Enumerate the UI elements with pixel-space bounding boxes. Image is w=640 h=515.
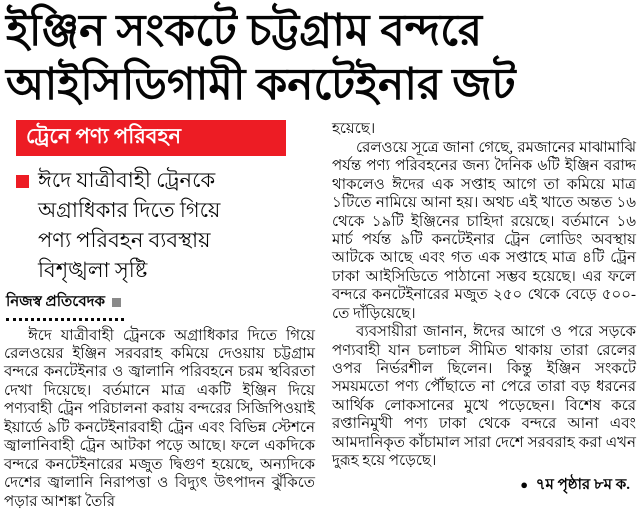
body-paragraph-2: রেলওয়ে সূত্রে জানা গেছে, রমজানের মাঝামাঝি পর্যন্ত পণ্য পরিবহনের জন্য দৈনিক ৬টি ইঞ্জিন বরাদ্দ থাকলেও ঈদের এক সপ্তাহ আগে তা কমিয়ে মাত্র ১টিতে নামিয়ে আনা হয়। অথচ এই খাতে অন্তত ১৬ থেকে ১৯টি ইঞ্জিনের চাহিদা রয়েছে। বর্তমানে ১৬ মার্চ পর্যন্ত ৯টি কনটেইনার ট্রেন লোডিং অবস্থায় আটকে আছে এবং গত এক সপ্তাহে মাত্র ৪টি ট্রেন ঢাকা আইসিডিতে পাঠানো সম্ভব হয়েছে। এর ফলে বন্দরে কনটেইনারের মজুত ২৫০ থেকে বেড়ে ৫০০-তে দাঁড়িয়েছে। [332,139,636,322]
article-columns [0,111,640,511]
continuation-bullet-icon: ● [520,476,529,492]
headline-line-2: আইসিডিগামী কনটেইনার জট [6,59,516,109]
page-continuation-note [332,473,636,498]
red-square-bullet-icon [16,175,29,188]
body-paragraph-continuation: হয়েছে। [332,121,376,138]
dotted-divider [6,318,124,321]
kicker-label: ট্রেনে পণ্য পরিবহন [26,124,182,149]
right-column [332,118,638,511]
byline-square-icon [112,298,121,307]
left-column [2,118,315,511]
byline-text: নিজস্ব প্রতিবেদক [6,293,106,310]
body-paragraph-3: ব্যবসায়ীরা জানান, ঈদের আগে ও পরে সড়কে পণ্যবাহী যান চলাচল সীমিত থাকায় তারা রেলের ওপর নির্ভরশীল ছিলেন। কিন্তু ইঞ্জিন সংকটে সময়মতো পণ্য পৌঁছাতে না পেরে তারা বড় ধরনের আর্থিক লোকসানের মুখে পড়েছেন। বিশেষ করে রপ্তানিমুখী পণ্য ঢাকা থেকে বন্দরে আনা এবং আমদানিকৃত কাঁচামাল সারা দেশে সরবরাহ করা এখন দুরূহ হয়ে পড়েছে। [332,324,636,470]
kicker-banner [16,120,286,156]
article-headline [0,0,640,111]
summary-bullet-item [16,166,246,285]
byline [6,290,315,315]
body-paragraph-left: ঈদে যাত্রীবাহী ট্রেনকে অগ্রাধিকার দিতে গিয়ে রেলওয়ের ইঞ্জিন সরবরাহ কমিয়ে দেওয়ায় চট্টগ্রাম বন্দরে কনটেইনার ও জ্বালানি পরিবহনে চরম স্থবিরতা দেখা দিয়েছে। বর্তমানে মাত্র একটি ইঞ্জিন দিয়ে পণ্যবাহী ট্রেন পরিচালনা করায় বন্দরের সিজিপিওয়াই ইয়ার্ডে ৯টি কনটেইনারবাহী ট্রেন এবং বিভিন্ন স্টেশনে জ্বালানিবাহী ট্রেন আটকা পড়ে আছে। ফলে একদিকে বন্দরে কনটেইনারের মজুত দ্বিগুণ হয়েছে, অন্যদিকে দেশের জ্বালানি নিরাপত্তা ও বিদ্যুৎ উৎপাদন ঝুঁকিতে পড়ার আশঙ্কা তৈরি [4,327,315,510]
summary-text: ঈদে যাত্রীবাহী ট্রেনকে অগ্রাধিকার দিতে গিয়ে পণ্য পরিবহন ব্যবস্থায় বিশৃঙ্খলা সৃষ্টি [38,168,221,282]
continuation-text: ৭ম পৃষ্ঠার ৮ম ক. [535,476,630,493]
headline-line-1: ইঞ্জিন সংকটে চট্টগ্রাম বন্দরে [6,6,483,55]
